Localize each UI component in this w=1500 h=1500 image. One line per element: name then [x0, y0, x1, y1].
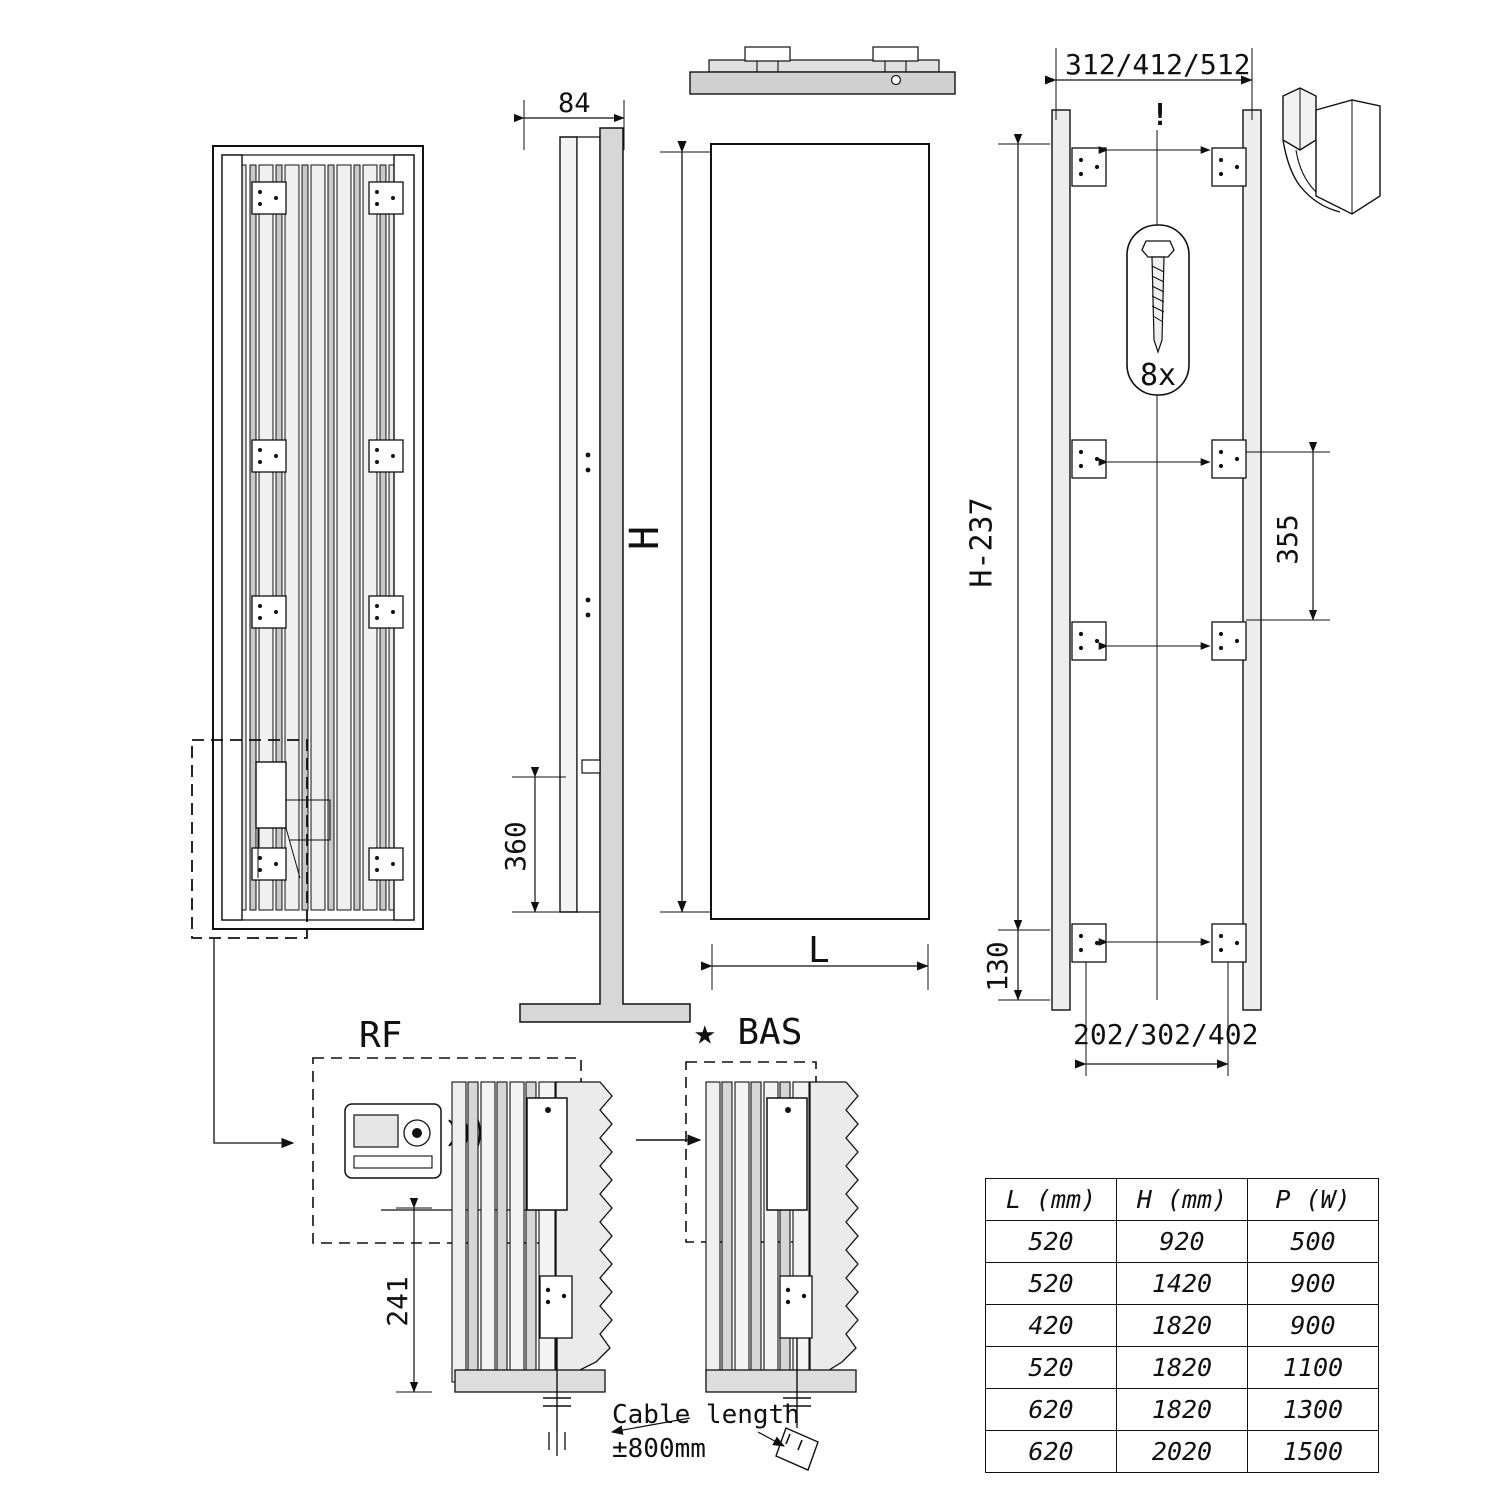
cell-l: 520 — [986, 1221, 1117, 1263]
view-front-elevation — [660, 144, 929, 990]
table-row — [986, 1263, 1379, 1305]
cell-h: 920 — [1117, 1221, 1248, 1263]
cell-l: 620 — [986, 1431, 1117, 1473]
dim-360: 360 — [498, 821, 532, 872]
cable-length-line1: Cable length — [612, 1400, 800, 1430]
cell-p: 900 — [1248, 1305, 1379, 1347]
label-bas: ★ BAS — [694, 1012, 803, 1053]
cell-l: 620 — [986, 1389, 1117, 1431]
dim-h-237: H-237 — [964, 497, 1000, 588]
cell-l: 420 — [986, 1305, 1117, 1347]
view-top-detail — [690, 47, 955, 94]
table-row — [986, 1305, 1379, 1347]
warning-icon: ! — [1151, 98, 1170, 133]
dim-bottom-widths: 202/302/402 — [1073, 1018, 1259, 1051]
dim-355: 355 — [1270, 514, 1304, 565]
view-side-profile — [512, 100, 690, 1022]
dim-depth-84: 84 — [558, 88, 591, 119]
table-row — [986, 1221, 1379, 1263]
view-rear-panel — [192, 146, 423, 1143]
cell-l: 520 — [986, 1347, 1117, 1389]
cell-h: 1820 — [1117, 1347, 1248, 1389]
cell-p: 1100 — [1248, 1347, 1379, 1389]
cell-p: 1500 — [1248, 1431, 1379, 1473]
table-header-row — [986, 1179, 1379, 1221]
table-row — [986, 1389, 1379, 1431]
label-rf: RF — [359, 1015, 403, 1056]
table-row — [986, 1347, 1379, 1389]
col-header-p: P (W) — [1248, 1179, 1379, 1221]
col-header-l: L (mm) — [986, 1179, 1117, 1221]
cell-h: 1820 — [1117, 1389, 1248, 1431]
cell-h: 2020 — [1117, 1431, 1248, 1473]
dim-130: 130 — [980, 941, 1014, 992]
cell-l: 520 — [986, 1263, 1117, 1305]
cell-p: 1300 — [1248, 1389, 1379, 1431]
dim-top-widths: 312/412/512 — [1065, 48, 1251, 81]
dim-h-label: H — [622, 525, 669, 551]
spec-table — [985, 1178, 1379, 1473]
dim-l-label: L — [808, 930, 830, 971]
cable-length-line2: ±800mm — [612, 1434, 706, 1464]
screw-count-label: 8x — [1140, 358, 1177, 393]
cell-p: 500 — [1248, 1221, 1379, 1263]
table-row — [986, 1431, 1379, 1473]
cell-p: 900 — [1248, 1263, 1379, 1305]
cell-h: 1820 — [1117, 1305, 1248, 1347]
cell-h: 1420 — [1117, 1263, 1248, 1305]
dim-241: 241 — [380, 1276, 414, 1327]
view-wall-bracket-3d — [1283, 88, 1380, 214]
col-header-h: H (mm) — [1117, 1179, 1248, 1221]
